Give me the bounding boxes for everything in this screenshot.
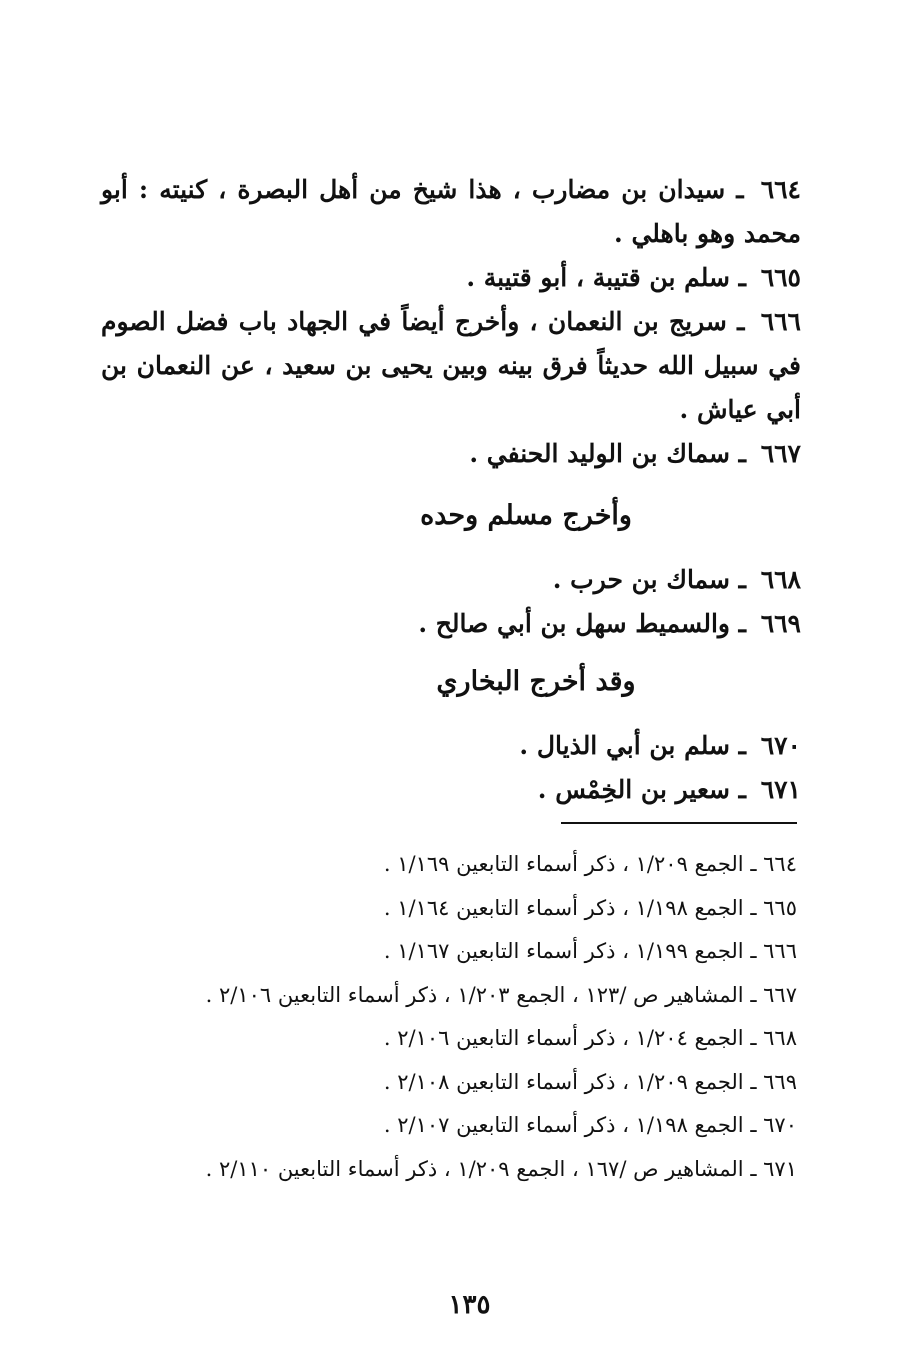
footnote-text: الجمع ١/١٩٨ ، ذكر أسماء التابعين ٢/١٠٧ . [383,1113,744,1137]
footnote-number: ٦٦٥ [763,895,797,920]
entry-number: ٦٦٧ [760,439,801,468]
entry-text: والسميط سهل بن أبي صالح . [418,609,730,638]
entry-text: سعير بن الخِمْس . [537,775,730,804]
entry-number: ٦٦٤ [760,175,801,204]
entry-666 [101,300,801,432]
entry-664 [101,168,801,256]
entry-number: ٦٦٦ [760,307,801,336]
footnote-667 [107,974,797,1018]
footnote-text: المشاهير ص /١٦٧ ، الجمع ١/٢٠٩ ، ذكر أسماء التابعين ٢/١١٠ . [205,1156,744,1181]
footnote-text: الجمع ١/٢٠٩ ، ذكر أسماء التابعين ٢/١٠٨ . [383,1069,744,1094]
footnote-number: ٦٧٠ [763,1113,797,1137]
footnote-number: ٦٦٩ [763,1069,797,1094]
entry-text: سلم بن قتيبة ، أبو قتيبة . [466,263,730,292]
entry-dash: ـ [729,439,755,468]
entry-dash: ـ [726,307,755,336]
footnotes [107,843,797,1191]
footnote-number: ٦٦٨ [763,1026,797,1050]
entry-text: سماك بن الوليد الحنفي . [469,439,730,468]
entry-671 [101,768,801,812]
footnote-665 [107,887,797,931]
footnote-669 [107,1061,797,1105]
entry-number: ٦٧٠ [760,731,801,760]
entry-dash: ـ [725,175,755,204]
entry-dash: ـ [729,775,755,804]
entry-665 [101,256,801,300]
entry-number: ٦٦٨ [760,565,801,594]
footnote-divider [561,822,797,824]
entry-670 [101,724,801,768]
footnote-text: الجمع ١/١٩٩ ، ذكر أسماء التابعين ١/١٦٧ . [383,939,744,963]
entry-text: سيدان بن مضارب ، هذا شيخ من أهل البصرة ، كنيته : أبو محمد وهو باهلي . [101,175,801,248]
entry-number: ٦٦٩ [760,609,801,638]
entry-number: ٦٦٥ [760,263,801,292]
footnote-dash: ـ [743,1113,764,1137]
entry-text: سماك بن حرب . [552,565,730,594]
footnote-dash: ـ [743,1026,764,1050]
footnote-text: المشاهير ص /١٢٣ ، الجمع ١/٢٠٣ ، ذكر أسماء التابعين ٢/١٠٦ . [205,982,744,1007]
entry-dash: ـ [729,609,755,638]
footnote-text: الجمع ١/١٩٨ ، ذكر أسماء التابعين ١/١٦٤ . [383,895,744,920]
footnote-number: ٦٦٦ [763,939,797,963]
footnote-670 [107,1104,797,1148]
footnote-668 [107,1017,797,1061]
footnote-dash: ـ [743,852,764,876]
entry-text: سلم بن أبي الذيال . [519,731,730,760]
entry-number: ٦٧١ [760,775,801,804]
footnote-671 [107,1148,797,1192]
entry-dash: ـ [729,565,755,594]
footnote-text: الجمع ١/٢٠٤ ، ذكر أسماء التابعين ٢/١٠٦ . [383,1026,744,1050]
section-heading-bukhari: وقد أخرج البخاري [436,666,636,697]
footnote-664 [107,843,797,887]
footnote-dash: ـ [743,895,764,920]
entry-dash: ـ [729,731,755,760]
page-number: ١٣٥ [448,1290,491,1320]
footnote-dash: ـ [743,1156,764,1181]
entry-668 [101,558,801,602]
entry-dash: ـ [729,263,755,292]
footnote-666 [107,930,797,974]
entry-669 [101,602,801,646]
footnote-number: ٦٦٤ [763,852,797,876]
footnote-number: ٦٧١ [763,1156,797,1181]
entry-667 [101,432,801,476]
footnote-number: ٦٦٧ [763,982,797,1007]
main-text [101,168,801,812]
footnote-dash: ـ [743,1069,764,1094]
footnote-dash: ـ [743,939,764,963]
footnote-dash: ـ [743,982,764,1007]
section-heading-muslim: وأخرج مسلم وحده [420,500,632,531]
footnote-text: الجمع ١/٢٠٩ ، ذكر أسماء التابعين ١/١٦٩ . [383,852,744,876]
entry-text: سريج بن النعمان ، وأخرج أيضاً في الجهاد باب فضل الصوم في سبيل الله حديثاً فرق بينه وبين يحيى بن سعيد ، عن النعمان بن أبي عياش . [101,307,801,424]
